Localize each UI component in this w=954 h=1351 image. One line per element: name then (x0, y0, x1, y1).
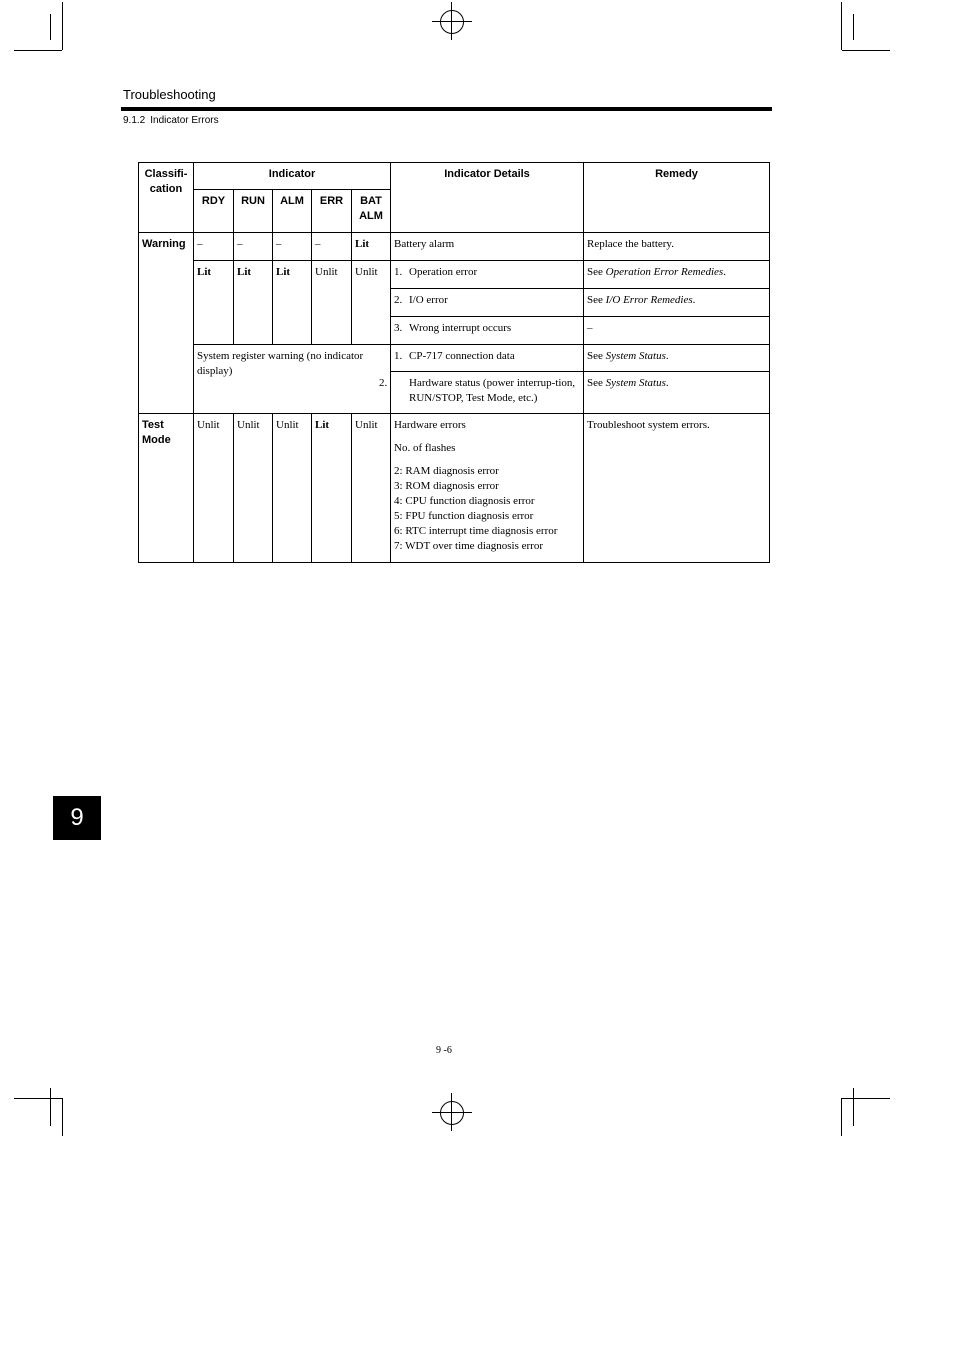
led-header-rdy: RDY (194, 190, 234, 233)
led-err-value: Lit (312, 414, 352, 563)
indicator-detail (391, 289, 584, 317)
remedy-prefix: See (587, 266, 606, 278)
indicator-detail (391, 261, 584, 289)
table-row (139, 233, 770, 261)
remedy-prefix: See (587, 377, 606, 389)
led-rdy-value: Unlit (194, 414, 234, 563)
section-title: Indicator Errors (150, 115, 219, 126)
classification-test-mode: Test Mode (139, 414, 194, 563)
remedy-reference: I/O Error Remedies (605, 294, 693, 306)
led-rdy-value: – (194, 233, 234, 261)
chapter-tab: 9 (53, 796, 101, 840)
remedy-cell (584, 372, 770, 414)
remedy-cell (584, 345, 770, 372)
remedy-reference: Operation Error Remedies (605, 266, 724, 278)
led-err-value: Unlit (312, 261, 352, 345)
classification-warning: Warning (139, 233, 194, 414)
led-err-value: – (312, 233, 352, 261)
flash-code: 5: FPU function diagnosis error (394, 510, 534, 522)
remedy-suffix: . (723, 266, 726, 278)
table-row (139, 414, 770, 563)
remedy-reference: System Status (605, 377, 666, 389)
detail-text: Hardware status (power interrup-tion, RUN/STOP, Test Mode, etc.) (409, 377, 576, 404)
detail-number: 2. (379, 377, 388, 389)
indicator-detail (391, 414, 584, 563)
section-number: 9.1.2 (123, 115, 146, 126)
detail-number: 2. (394, 294, 403, 306)
remedy-prefix: See (587, 294, 606, 306)
led-bat-alm-value: Unlit (352, 414, 391, 563)
detail-text: Operation error (409, 266, 478, 278)
remedy-suffix: . (665, 377, 669, 389)
flash-code: 2: RAM diagnosis error (394, 465, 499, 477)
indicator-details-header: Indicator Details (391, 163, 584, 233)
table-row (139, 345, 770, 372)
led-run-value: – (234, 233, 273, 261)
system-register-note: System register warning (no indicator display) (194, 345, 391, 414)
flash-code: 6: RTC interrupt time diagnosis error (394, 525, 558, 537)
flash-code: 7: WDT over time diagnosis error (394, 540, 543, 552)
classification-header: Classifi-cation (139, 163, 194, 233)
led-header-bat-alm: BAT ALM (352, 190, 391, 233)
indicator-header: Indicator (194, 163, 391, 190)
remedy-cell: – (584, 317, 770, 345)
remedy-cell (584, 289, 770, 317)
detail-number: 1. (394, 266, 403, 278)
detail-text: CP-717 connection data (409, 350, 515, 362)
page-number: 9 -6 (436, 1045, 452, 1056)
remedy-prefix: See (587, 350, 606, 362)
flashes-label: No. of flashes (394, 442, 456, 454)
led-alm-value: – (273, 233, 312, 261)
section-heading (123, 115, 219, 126)
led-bat-alm-value: Unlit (352, 261, 391, 345)
remedy-cell: Replace the battery. (584, 233, 770, 261)
remedy-header: Remedy (584, 163, 770, 233)
led-header-alm: ALM (273, 190, 312, 233)
led-run-value: Lit (234, 261, 273, 345)
remedy-suffix: . (692, 294, 696, 306)
flash-code: 3: ROM diagnosis error (394, 480, 499, 492)
detail-number: 1. (394, 350, 403, 362)
table-row (139, 261, 770, 289)
running-header-title: Troubleshooting (123, 87, 216, 102)
hardware-errors-title: Hardware errors (394, 419, 466, 431)
flash-code: 4: CPU function diagnosis error (394, 495, 535, 507)
indicator-detail (379, 372, 584, 414)
indicator-errors-table (138, 162, 770, 563)
indicator-detail (391, 345, 584, 372)
remedy-suffix: . (665, 350, 669, 362)
led-alm-value: Unlit (273, 414, 312, 563)
indicator-detail: Battery alarm (391, 233, 584, 261)
led-header-err: ERR (312, 190, 352, 233)
header-rule (121, 107, 772, 111)
header-row (139, 163, 770, 190)
remedy-cell: Troubleshoot system errors. (584, 414, 770, 563)
remedy-reference: System Status (605, 350, 666, 362)
led-bat-alm-value: Lit (352, 233, 391, 261)
led-header-run: RUN (234, 190, 273, 233)
led-run-value: Unlit (234, 414, 273, 563)
led-rdy-value: Lit (194, 261, 234, 345)
led-alm-value: Lit (273, 261, 312, 345)
detail-text: Wrong interrupt occurs (409, 322, 512, 334)
indicator-detail (391, 317, 584, 345)
remedy-cell (584, 261, 770, 289)
detail-number: 3. (394, 322, 403, 334)
detail-text: I/O error (409, 294, 448, 306)
